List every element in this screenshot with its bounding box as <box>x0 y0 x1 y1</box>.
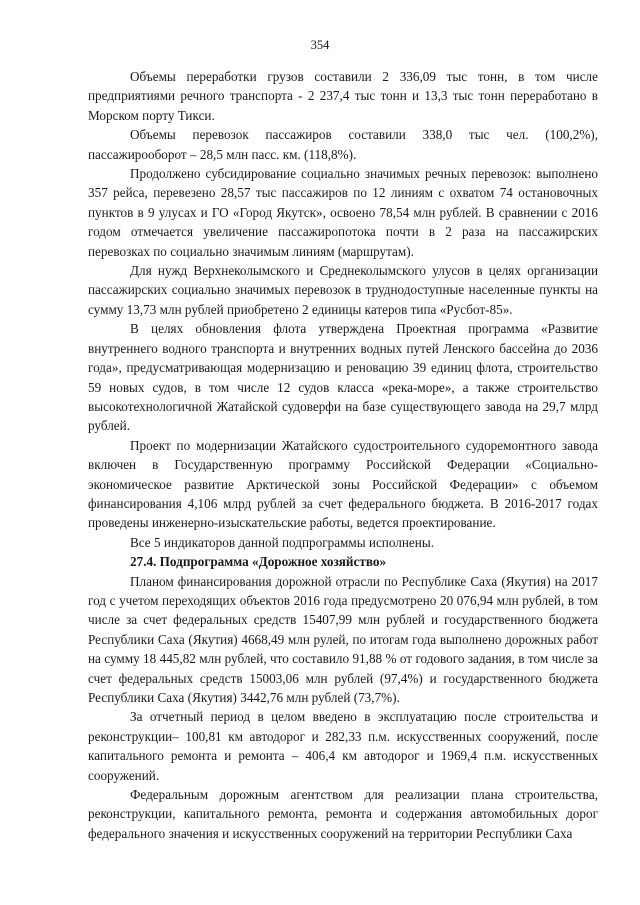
paragraph-shipyard-project: Проект по модернизации Жатайского судостроительного судоремонтного завода включен в Государственную программу Российской Федерации «Социально-экономическое развитие Арктической зоны Российской Федерации» с объемом финансирования 4,106 млрд рублей за счет федерального бюджета. В 2016-2017 годах проведены инженерно-изыскательские работы, ведется проектирование. <box>88 437 598 531</box>
paragraph-boats-purchase: Для нужд Верхнеколымского и Среднеколымского улусов в целях организации пассажирских социально значимых перевозок в труднодоступные населенные пункты на сумму 13,73 млн рублей приобретено 2 единицы катеров типа «Русбот-85». <box>88 263 598 317</box>
paragraph-subsidies: Продолжено субсидирование социально значимых речных перевозок: выполнено 357 рейса, перевезено 28,57 тыс пассажиров по 12 линиям с охватом 74 остановочных пунктов в 9 улусах и ГО «Город Якутск», освоено 78,54 млн рублей. В сравнении с 2016 годом отмечается увеличение пассажиропотока почти в 2 раза на пассажирских перевозках по социально значимым линиям (маршрутам). <box>88 166 598 259</box>
page-number: 354 <box>310 38 330 52</box>
section-heading: 27.4. Подпрограмма «Дорожное хозяйство» <box>130 554 387 570</box>
paragraph-cargo-volume: Объемы переработки грузов составили 2 336,09 тыс тонн, в том числе предприятиями речного транспорта - 2 237,4 тыс тонн и 13,3 тыс тонн переработано в Морском порту Тикси. <box>88 69 598 123</box>
paragraph-indicators: Все 5 индикаторов данной подпрограммы исполнены. <box>130 534 434 550</box>
paragraph-fleet-renewal: В целях обновления флота утверждена Проектная программа «Развитие внутреннего водного транспорта и внутренних водных путей Ленского бассейна до 2036 года», предусматривающая модернизацию и реновацию 39 единиц флота, строительство 59 новых судов, в том числе 12 судов класса «река-море», а также строительство высокотехнологичной Жатайской судоверфи на базе существующего завода на 29,7 млрд рублей. <box>88 321 598 434</box>
paragraph-road-commissioning: За отчетный период в целом введено в эксплуатацию после строительства и реконструкции– 100,81 км автодорог и 282,33 п.м. искусственных сооружений, после капитального ремонта и ремонта – 406,4 км автодорог и 1969,4 п.м. искусственных сооружений. <box>88 709 598 783</box>
paragraph-federal-agency: Федеральным дорожным агентством для реализации плана строительства, реконструкции, капитального ремонта, ремонта и содержания автомобильных дорог федерального значения и искусственных сооружений на территории Республики Саха <box>88 787 598 841</box>
paragraph-passenger-volume: Объемы перевозок пассажиров составили 338,0 тыс чел. (100,2%), пассажирооборот – 28,5 млн пасс. км. (118,8%). <box>88 127 598 162</box>
paragraph-road-financing: Планом финансирования дорожной отрасли по Республике Саха (Якутия) на 2017 год с учетом переходящих объектов 2016 года предусмотрено 20 076,94 млн рублей, в том числе за счет федеральных средств 15407,99 млн рублей и государственного бюджета Республики Саха (Якутия) 4668,49 млн рулей, по итогам года выполнено дорожных работ на сумму 18 445,82 млн рублей, что составило 91,88 % от годового задания, в том числе за счет федеральных средств 15003,06 млн рублей (97,4%) и государственного бюджета Республики Саха (Якутия) 3442,76 млн рублей (73,7%). <box>88 573 598 705</box>
document-body <box>88 67 598 843</box>
